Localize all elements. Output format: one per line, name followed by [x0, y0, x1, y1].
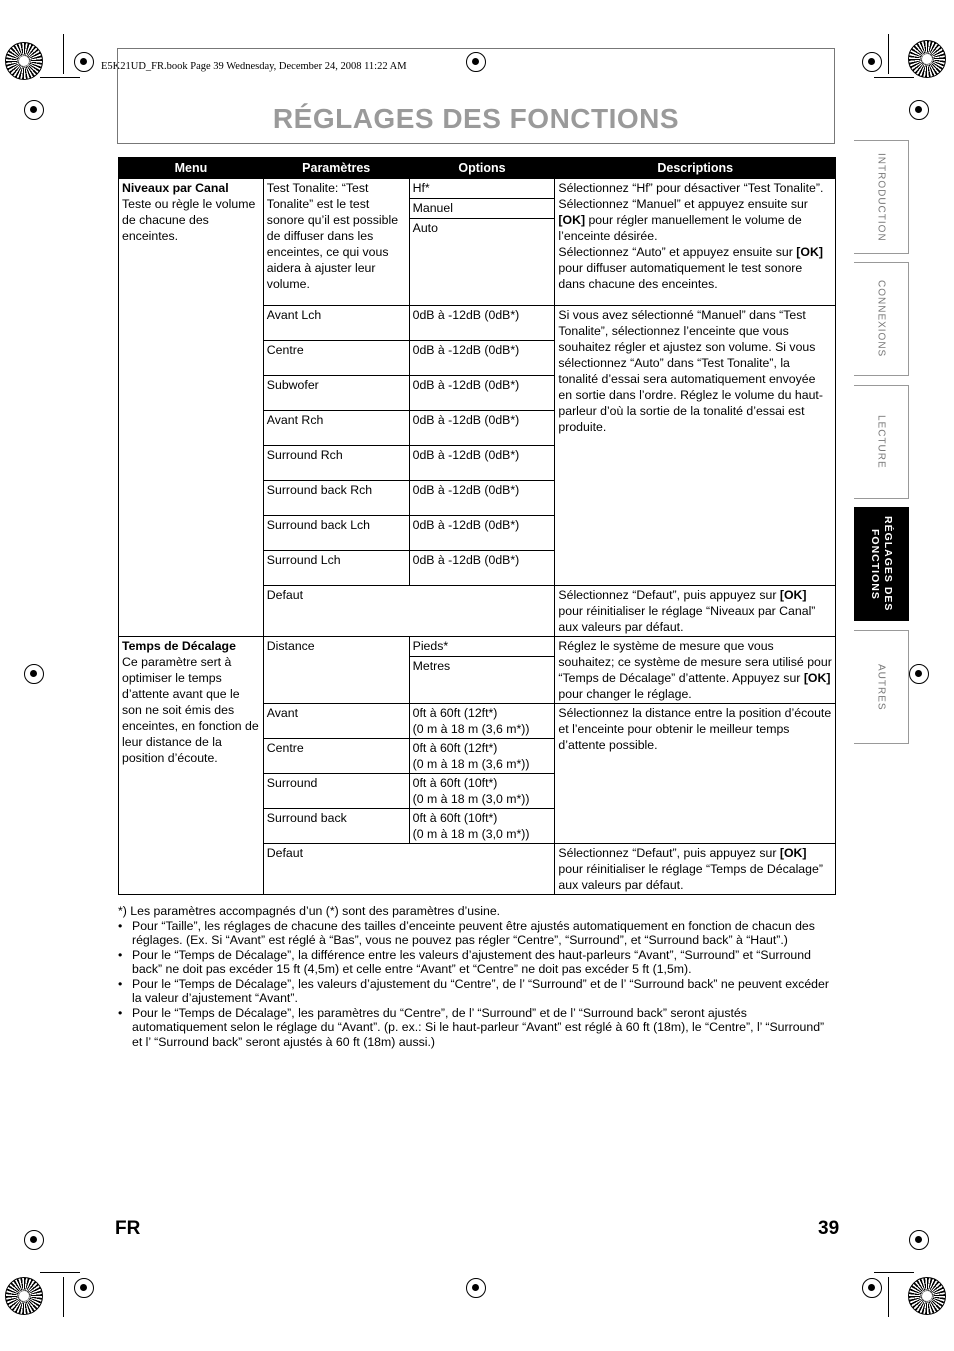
menu-title: Temps de Décalage — [122, 639, 236, 653]
print-crosshair-mark — [74, 52, 94, 72]
page-number: 39 — [818, 1218, 840, 1239]
param-cell: Avant Rch — [263, 411, 409, 446]
note-bullet: • Pour le “Temps de Décalage”, les valeurs d’ajustement du “Centre”, de l’ “Surround” et de l’ “Surround back” ne peuvent excéder la valeur d’ajustement “Avant”. — [118, 977, 836, 1006]
side-tab-connexions[interactable] — [854, 262, 909, 376]
description-cell: Sélectionnez “Defaut”, puis appuyez sur [OK] pour réinitialiser le réglage “Temps de Décalage” aux valeurs par défaut. — [555, 844, 836, 895]
description-text: Sélectionnez “Hf” pour désactiver “Test Tonalite”. — [558, 181, 824, 195]
menu-title: Niveaux par Canal — [122, 181, 229, 195]
print-crosshair-mark — [909, 1230, 929, 1250]
table-header-row — [119, 158, 836, 179]
print-crosshair-mark — [24, 100, 44, 120]
note-bullet: • Pour “Taille”, les réglages de chacune des tailles d’enceinte peuvent être ajustés automatiquement en fonction de chacun des réglages. (Ex. Si “Avant” est réglé à “Bas”, vous ne pouvez pas régler “Centre”, “Surround”, et “Surround back” à “Haut”.) — [118, 919, 836, 948]
note-bullet: • Pour le “Temps de Décalage”, les paramètres du “Centre”, de l’ “Surround” et de l’ “Surround back” seront ajustés automatiquement selon le réglage du “Avant”. (p. ex.: Si le haut-parleur “Avant” est réglé à 60 ft (18m), le “Centre”, l’ “Surround” et l’ “Surround back” seront ajustés à 60 ft (18m) aussi.) — [118, 1006, 836, 1050]
column-header-parametres: Paramètres — [263, 158, 409, 179]
option-cell: 0dB à -12dB (0dB*) — [409, 376, 555, 411]
print-registration-wheel — [908, 1277, 946, 1315]
print-crosshair-mark — [862, 1278, 882, 1298]
menu-description: Teste ou règle le volume de chacune des enceintes. — [122, 197, 256, 243]
side-tab-autres[interactable] — [854, 630, 909, 744]
side-tab-label: CONNEXIONS — [875, 280, 887, 358]
option-cell: 0dB à -12dB (0dB*) — [409, 481, 555, 516]
print-registration-wheel — [5, 42, 43, 80]
menu-cell-niveaux — [119, 179, 264, 637]
menu-description: Ce paramètre sert à optimiser le temps d’attente avant que le son ne soit émis des enceintes, en fonction de leur distance de la position d’écoute. — [122, 655, 259, 765]
option-cell: 0ft à 60ft (12ft*) (0 m à 18 m (3,6 m*)) — [409, 704, 555, 739]
param-cell: Surround Lch — [263, 551, 409, 586]
option-cell: 0dB à -12dB (0dB*) — [409, 446, 555, 481]
param-cell: Surround — [263, 774, 409, 809]
print-crosshair-mark — [466, 1278, 486, 1298]
description-cell: Réglez le système de mesure que vous souhaitez; ce système de mesure sera utilisé pour “Temps de Décalage” d’attente. Appuyez sur [OK] pour changer le réglage. — [555, 637, 836, 704]
notes-section — [118, 904, 836, 1049]
print-crosshair-mark — [909, 100, 929, 120]
print-crosshair-mark — [74, 1278, 94, 1298]
crop-mark — [888, 1277, 889, 1317]
option-cell: 0ft à 60ft (10ft*) (0 m à 18 m (3,0 m*)) — [409, 774, 555, 809]
side-tab-label: AUTRES — [875, 663, 887, 711]
option-cell: 0dB à -12dB (0dB*) — [409, 551, 555, 586]
settings-table — [118, 157, 836, 895]
print-crosshair-mark — [24, 664, 44, 684]
side-tab-label: INTRODUCTION — [875, 152, 887, 242]
menu-cell-decalage — [119, 637, 264, 895]
param-cell: Defaut — [263, 586, 555, 637]
print-crosshair-mark — [909, 664, 929, 684]
option-cell: Hf* — [409, 179, 555, 199]
column-header-descriptions: Descriptions — [555, 158, 836, 179]
crop-mark — [874, 1272, 914, 1273]
description-cell: Sélectionnez la distance entre la position d’écoute et l’enceinte pour obtenir le meilleur temps d’attente possible. — [555, 704, 836, 844]
note-bullet: • Pour le “Temps de Décalage”, la différence entre les valeurs d’ajustement des haut-parleurs “Avant”, “Surround” et “Surround back” ne doit pas excéder 15 ft (4,5m) et celle entre “Avant” et “Centre” ne doit pas excéder 5 ft (1,5m). — [118, 948, 836, 977]
print-crosshair-mark — [862, 52, 882, 72]
option-cell: 0dB à -12dB (0dB*) — [409, 516, 555, 551]
description-text: Sélectionnez “Auto” et appuyez ensuite sur [OK] pour diffuser automatiquement le test sonore dans chacune des enceintes. — [558, 245, 823, 291]
column-header-options: Options — [409, 158, 555, 179]
asterisk-note: *) Les paramètres accompagnés d’un (*) sont des paramètres d’usine. — [118, 904, 501, 918]
side-tab-label: RÉGLAGES DES FONCTIONS — [869, 516, 894, 612]
side-tab-reglages[interactable] — [854, 507, 909, 621]
param-cell: Centre — [263, 341, 409, 376]
param-cell: Surround Rch — [263, 446, 409, 481]
crop-mark — [63, 1277, 64, 1317]
param-cell: Distance — [263, 637, 409, 704]
page-title: RÉGLAGES DES FONCTIONS — [272, 103, 680, 134]
table-row — [119, 179, 836, 199]
param-cell: Surround back Lch — [263, 516, 409, 551]
param-cell: Surround back — [263, 809, 409, 844]
crop-mark — [63, 34, 64, 74]
param-cell: Surround back Rch — [263, 481, 409, 516]
option-cell: 0dB à -12dB (0dB*) — [409, 411, 555, 446]
option-cell: 0dB à -12dB (0dB*) — [409, 306, 555, 341]
language-label: FR — [115, 1218, 141, 1239]
table-row — [119, 637, 836, 657]
print-crosshair-mark — [24, 1230, 44, 1250]
param-cell: Subwofer — [263, 376, 409, 411]
param-cell: Defaut — [263, 844, 555, 895]
option-cell: Manuel — [409, 199, 555, 219]
description-cell — [555, 179, 836, 306]
description-cell: Sélectionnez “Defaut”, puis appuyez sur [OK] pour réinitialiser le réglage “Niveaux par Canal” aux valeurs par défaut. — [555, 586, 836, 637]
crop-mark — [874, 77, 914, 78]
side-tab-label: LECTURE — [875, 415, 887, 469]
print-registration-wheel — [908, 40, 946, 78]
print-file-info: E5K21UD_FR.book Page 39 Wednesday, December 24, 2008 11:22 AM — [101, 61, 407, 72]
param-cell: Centre — [263, 739, 409, 774]
option-cell: Metres — [409, 657, 555, 704]
param-cell: Avant — [263, 704, 409, 739]
option-cell: Auto — [409, 219, 555, 306]
option-cell: 0dB à -12dB (0dB*) — [409, 341, 555, 376]
crop-mark — [40, 1272, 80, 1273]
side-tab-introduction[interactable] — [854, 140, 909, 254]
param-cell: Avant Lch — [263, 306, 409, 341]
crop-mark — [888, 34, 889, 74]
option-cell: Pieds* — [409, 637, 555, 657]
crop-mark — [40, 77, 80, 78]
description-cell: Si vous avez sélectionné “Manuel” dans “Test Tonalite”, sélectionnez l’enceinte que vous souhaitez régler et ajustez son volume. Si vous sélectionnez “Auto” dans “Test Tonalite”, la tonalité d’essai sera automatiquement envoyée en sortie dans l’ordre. Réglez le volume du haut-parleur d’où la sortie de la tonalité d’essai est produite. — [555, 306, 836, 586]
print-registration-wheel — [5, 1277, 43, 1315]
option-cell: 0ft à 60ft (10ft*) (0 m à 18 m (3,0 m*)) — [409, 809, 555, 844]
option-cell: 0ft à 60ft (12ft*) (0 m à 18 m (3,6 m*)) — [409, 739, 555, 774]
side-tab-lecture[interactable] — [854, 385, 909, 499]
param-cell: Test Tonalite: “Test Tonalite” est le test sonore qu’il est possible de diffuser dans les enceintes, ce qui vous aidera à ajuster leur volume. — [263, 179, 409, 306]
description-text: Sélectionnez “Manuel” et appuyez ensuite sur [OK] pour régler manuellement le volume de l’enceinte désirée. — [558, 197, 808, 243]
column-header-menu: Menu — [119, 158, 264, 179]
